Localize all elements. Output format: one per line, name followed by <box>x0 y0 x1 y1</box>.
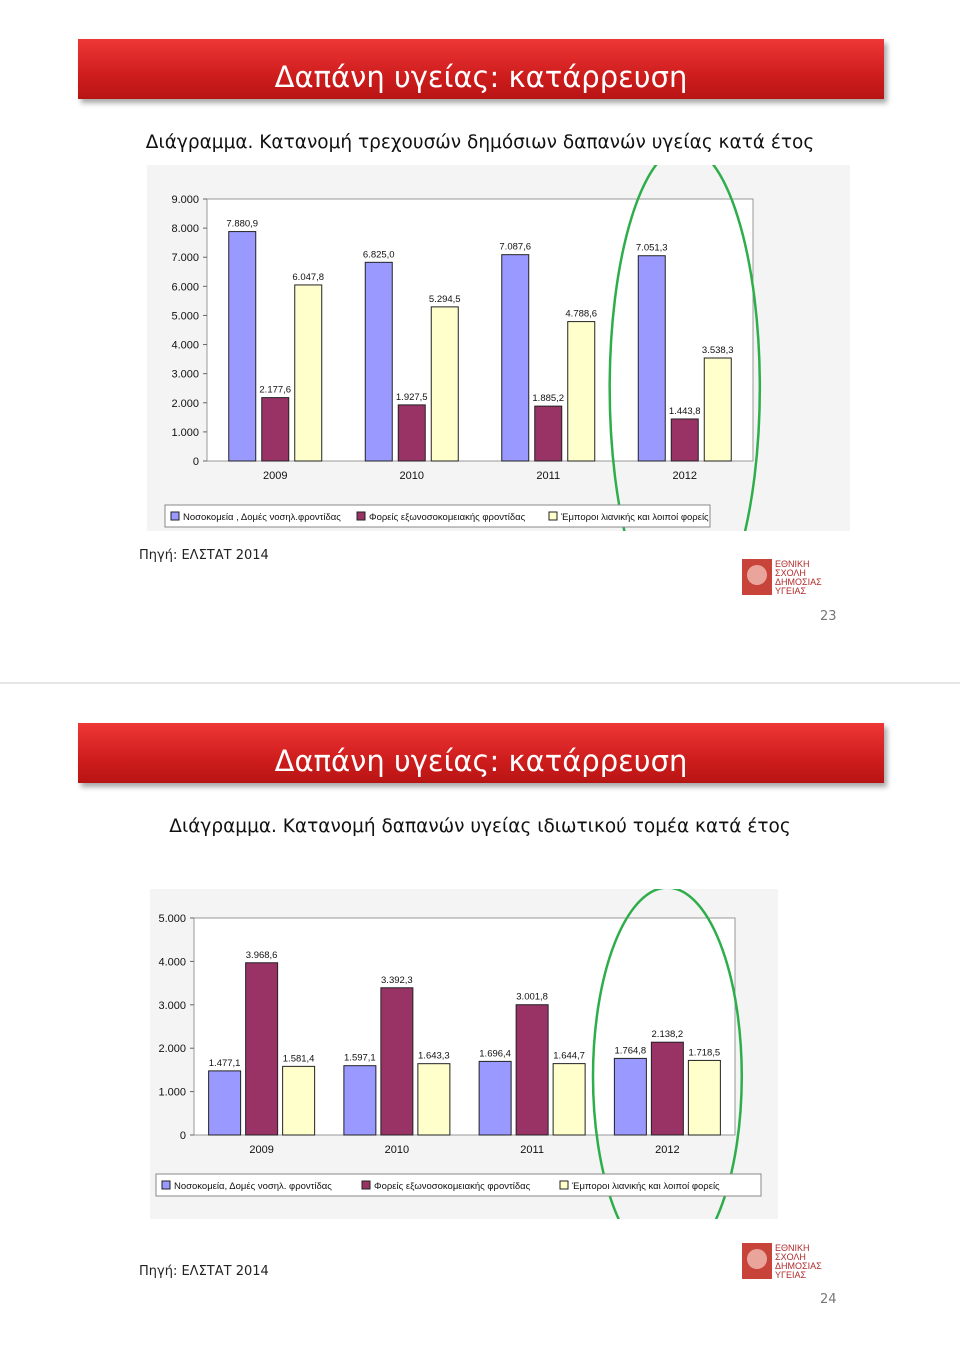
source-note: Πηγή: ΕΛΣΤΑΤ 2014 <box>139 1264 269 1279</box>
logo-head <box>747 565 767 585</box>
bar <box>262 398 289 461</box>
bar-value-label: 1.927,5 <box>395 391 428 403</box>
legend-label: Φορείς εξωνοσοκομειακής φροντίδας <box>374 1181 531 1192</box>
y-tick-label: 5.000 <box>158 913 186 925</box>
page-number: 24 <box>820 1292 837 1307</box>
bar-value-label: 6.047,8 <box>292 271 325 283</box>
y-tick-label: 8.000 <box>171 223 199 236</box>
y-tick-label: 6.000 <box>171 281 199 294</box>
bar <box>365 262 392 461</box>
bar <box>209 1071 241 1135</box>
x-tick-label: 2012 <box>655 1144 680 1156</box>
bar <box>344 1066 376 1135</box>
chart-caption: Διάγραμμα. Κατανομή δαπανών υγείας ιδιωτικού τομέα κατά έτος <box>169 816 791 837</box>
y-tick-label: 0 <box>179 1130 186 1142</box>
slide-23 <box>0 0 960 683</box>
logo-head <box>747 1249 767 1269</box>
bar <box>246 963 278 1135</box>
legend-label: Νοσοκομεία , Δομές νοσηλ.φροντίδας <box>183 512 341 523</box>
chart-caption: Διάγραμμα. Κατανομή τρεχουσών δημόσιων δαπανών υγείας κατά έτος <box>145 132 815 153</box>
bar-value-label: 7.051,3 <box>635 242 668 254</box>
y-tick-label: 4.000 <box>171 339 199 352</box>
legend-label: Νοσοκομεία, Δομές νοσηλ. φροντίδας <box>174 1181 332 1192</box>
bar <box>688 1060 720 1135</box>
legend-swatch <box>357 512 365 520</box>
logo-text-2: ΣΧΟΛΗ <box>775 1252 806 1262</box>
x-tick-label: 2011 <box>536 470 561 482</box>
y-tick-label: 9.000 <box>171 194 199 206</box>
bar <box>651 1042 683 1135</box>
bar-value-label: 1.597,1 <box>344 1052 376 1064</box>
y-tick-label: 1.000 <box>171 426 199 439</box>
bar-value-label: 3.538,3 <box>701 344 734 356</box>
bar-value-label: 2.138,2 <box>651 1029 684 1041</box>
x-tick-label: 2010 <box>399 470 424 482</box>
y-tick-label: 3.000 <box>158 999 186 1012</box>
bar <box>614 1058 646 1135</box>
bar-value-label: 1.643,3 <box>418 1050 450 1062</box>
logo-text-4: ΥΓΕΙΑΣ <box>775 586 807 596</box>
source-note: Πηγή: ΕΛΣΤΑΤ 2014 <box>139 548 269 563</box>
y-tick-label: 2.000 <box>171 397 199 410</box>
bar-value-label: 3.968,6 <box>245 949 278 961</box>
y-tick-label: 4.000 <box>158 956 186 969</box>
y-tick-label: 5.000 <box>171 310 199 323</box>
legend <box>165 505 710 527</box>
y-tick-label: 0 <box>192 456 199 468</box>
bar <box>704 358 731 461</box>
x-tick-label: 2009 <box>263 470 288 482</box>
bar <box>502 255 529 461</box>
bar-value-label: 1.696,4 <box>479 1048 511 1060</box>
bar <box>295 285 322 461</box>
bar-value-label: 3.392,3 <box>381 974 413 986</box>
school-logo <box>742 1240 832 1284</box>
legend-swatch <box>162 1181 170 1189</box>
bar-value-label: 1.644,7 <box>553 1050 585 1062</box>
x-tick-label: 2010 <box>384 1144 410 1156</box>
bar-value-label: 6.825,0 <box>362 249 395 261</box>
y-tick-label: 2.000 <box>158 1043 186 1056</box>
private-health-spending-chart <box>150 889 778 1219</box>
bar <box>381 988 413 1135</box>
bar <box>418 1064 450 1135</box>
bar <box>568 322 595 461</box>
page-number: 23 <box>820 609 837 624</box>
bar <box>553 1064 585 1135</box>
x-tick-label: 2011 <box>520 1144 544 1156</box>
y-tick-label: 7.000 <box>171 252 199 265</box>
y-tick-label: 1.000 <box>158 1086 186 1099</box>
logo-text-4: ΥΓΕΙΑΣ <box>775 1270 807 1280</box>
logo-text-3: ΔΗΜΟΣΙΑΣ <box>775 577 822 587</box>
bar-value-label: 1.764,8 <box>614 1045 647 1057</box>
bar <box>398 405 425 461</box>
logo-text-2: ΣΧΟΛΗ <box>775 568 806 578</box>
legend-swatch <box>549 512 557 520</box>
bar-value-label: 1.443,8 <box>668 405 701 417</box>
public-health-spending-chart <box>147 165 850 531</box>
legend-label: Φορείς εξωνοσοκομειακής φροντίδας <box>369 512 526 523</box>
legend-label: Έμποροι λιανικής και λοιποί φορείς <box>572 1181 720 1192</box>
x-tick-label: 2009 <box>249 1144 274 1156</box>
bar-value-label: 1.477,1 <box>208 1057 241 1069</box>
legend-label: Έμποροι λιανικής και λοιποί φορείς <box>561 512 709 523</box>
bar-value-label: 1.581,4 <box>282 1053 315 1065</box>
slide-24 <box>0 684 960 1367</box>
bar <box>283 1066 315 1135</box>
logo-text-3: ΔΗΜΟΣΙΑΣ <box>775 1261 822 1271</box>
bar <box>516 1005 548 1135</box>
bar-value-label: 5.294,5 <box>428 293 461 305</box>
logo-text-1: ΕΘΝΙΚΗ <box>775 559 810 569</box>
school-logo <box>742 556 832 600</box>
legend-swatch <box>362 1181 370 1189</box>
bar <box>638 256 665 461</box>
x-tick-label: 2012 <box>672 470 697 482</box>
bar <box>431 307 458 461</box>
slide-title: Δαπάνη υγείας: κατάρρευση <box>274 60 688 94</box>
legend-swatch <box>171 512 179 520</box>
bar <box>229 232 256 461</box>
bar-value-label: 3.001,8 <box>516 991 548 1003</box>
y-tick-label: 3.000 <box>171 368 199 381</box>
title-banner <box>78 39 884 99</box>
bar <box>479 1061 511 1135</box>
bar <box>535 406 562 461</box>
legend-swatch <box>560 1181 568 1189</box>
title-banner <box>78 723 884 783</box>
bar-value-label: 4.788,6 <box>565 308 598 320</box>
bar <box>671 419 698 461</box>
bar-value-label: 2.177,6 <box>259 384 292 396</box>
bar-value-label: 7.880,9 <box>226 218 259 230</box>
bar-value-label: 1.885,2 <box>532 393 565 405</box>
bar-value-label: 7.087,6 <box>499 241 532 253</box>
bar-value-label: 1.718,5 <box>688 1047 721 1059</box>
legend <box>156 1174 761 1196</box>
slide-title: Δαπάνη υγείας: κατάρρευση <box>274 744 688 778</box>
logo-text-1: ΕΘΝΙΚΗ <box>775 1243 810 1253</box>
